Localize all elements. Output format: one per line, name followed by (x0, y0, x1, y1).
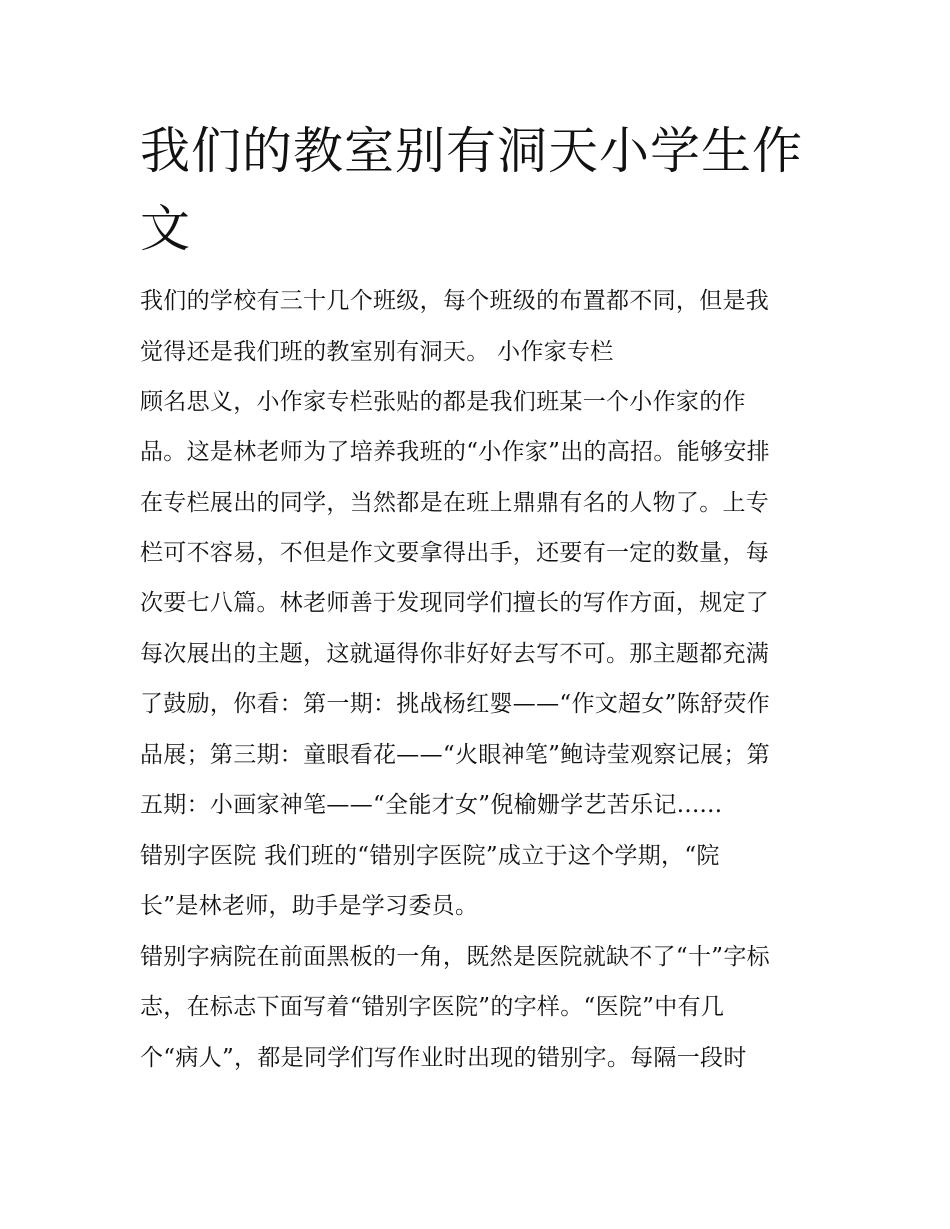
title-line-1: 我们的教室别有洞天小学生作 (140, 122, 803, 180)
body-line-6: 栏可不容易，不但是作文要拿得出手，还要有一定的数量，每 (140, 540, 770, 566)
body-line-11: 五期：小画家神笔——“全能才女”倪榆姗学艺苦乐记...... (140, 792, 723, 818)
document-title (140, 112, 820, 268)
body-line-9: 了鼓励，你看：第一期：挑战杨红婴——“作文超女”陈舒荧作 (140, 691, 770, 717)
body-line-16: 个“病人”，都是同学们写作业时出现的错别字。每隔一段时 (140, 1045, 747, 1071)
body-line-1: 我们的学校有三十几个班级，每个班级的布置都不同，但是我 (140, 288, 770, 314)
title-line-2: 文 (140, 200, 191, 258)
body-line-2: 觉得还是我们班的教室别有洞天。 小作家专栏 (140, 339, 614, 365)
body-line-4: 品。这是林老师为了培养我班的“小作家”出的高招。能够安排 (140, 439, 770, 465)
body-line-13: 长”是林老师，助手是学习委员。 (140, 893, 479, 919)
body-line-7: 次要七八篇。林老师善于发现同学们擅长的写作方面，规定了 (140, 590, 770, 616)
body-line-14: 错别字病院在前面黑板的一角，既然是医院就缺不了“十”字标 (140, 944, 770, 970)
body-line-8: 每次展出的主题，这就逼得你非好好去写不可。那主题都充满 (140, 641, 770, 667)
body-line-5: 在专栏展出的同学，当然都是在班上鼎鼎有名的人物了。上专 (140, 490, 770, 516)
body-line-12: 错别字医院 我们班的“错别字医院”成立于这个学期，“院 (140, 843, 720, 869)
body-line-3: 顾名思义，小作家专栏张贴的都是我们班某一个小作家的作 (140, 389, 746, 415)
body-line-15: 志，在标志下面写着“错别字医院”的字样。“医院”中有几 (140, 994, 725, 1020)
body-line-10: 品展；第三期：童眼看花——“火眼神笔”鲍诗莹观察记展；第 (140, 742, 770, 768)
